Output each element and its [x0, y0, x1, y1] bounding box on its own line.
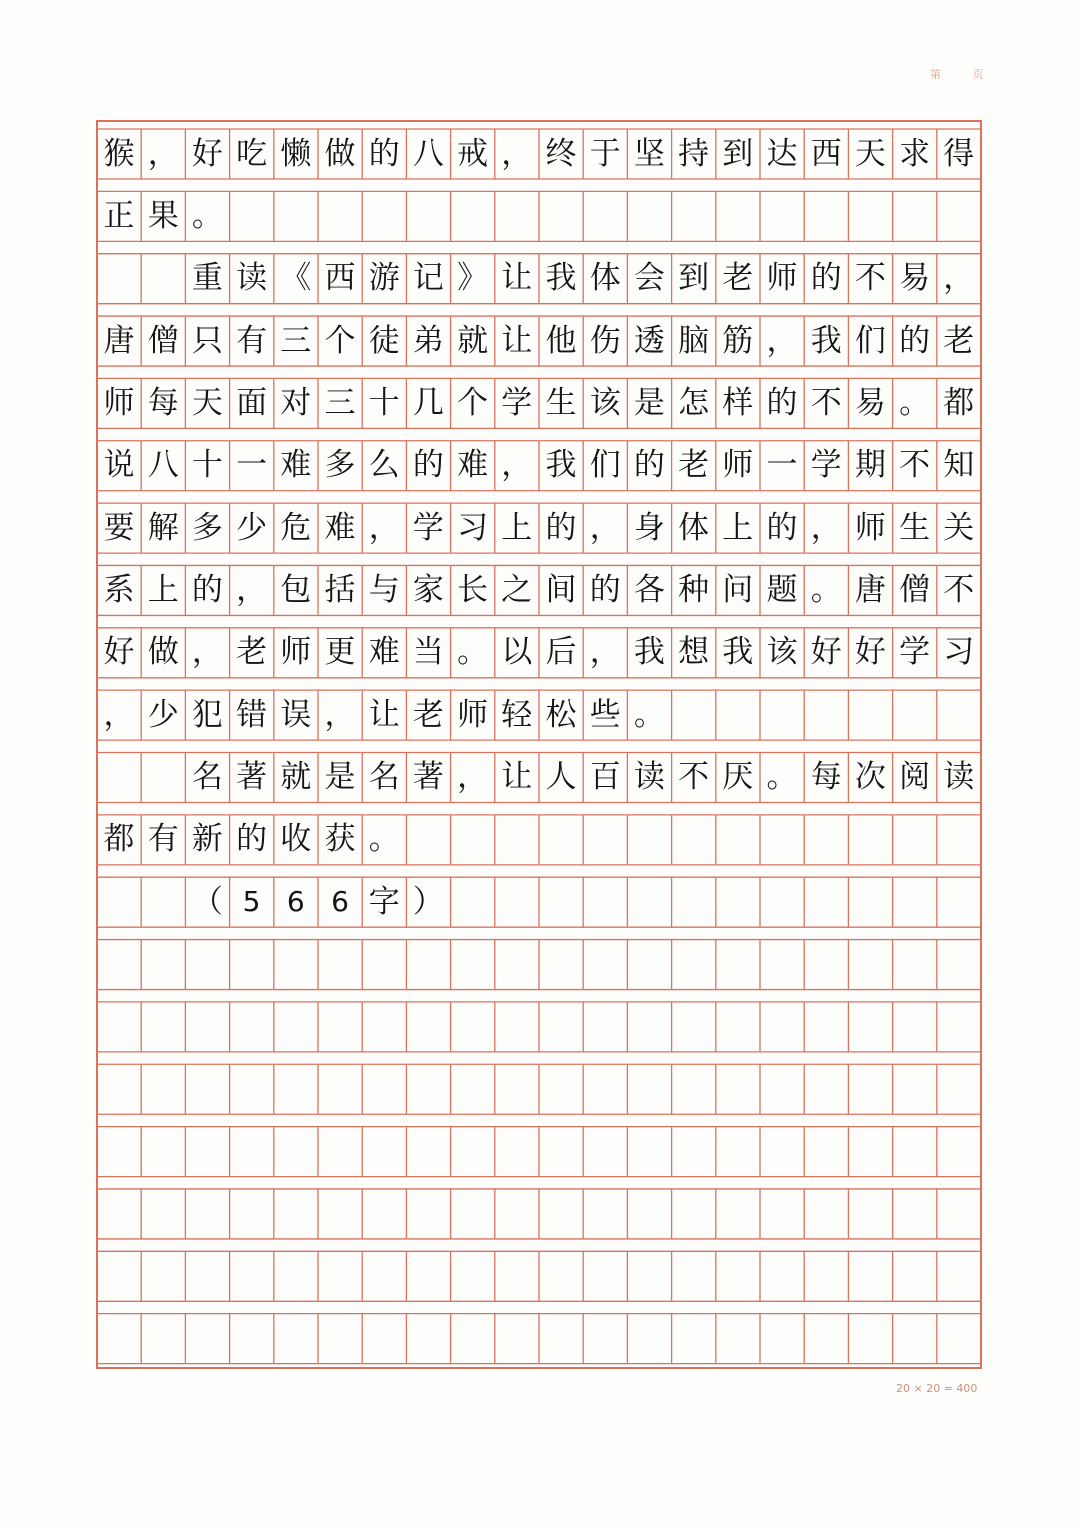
grid-character: 的 — [810, 260, 842, 297]
grid-character: 学 — [412, 509, 444, 546]
grid-character: 生 — [545, 384, 577, 421]
grid-character: 到 — [722, 135, 754, 172]
grid-character: 让 — [368, 696, 400, 733]
grid-character: 几 — [412, 384, 444, 421]
grid-character: 有 — [236, 322, 268, 359]
grid-character: 正 — [103, 197, 135, 234]
grid-character: 上 — [147, 571, 179, 608]
grid-character: 做 — [147, 634, 179, 671]
grid-character: 读 — [633, 759, 665, 795]
grid-character: 不 — [854, 260, 886, 297]
grid-character: 犯 — [191, 696, 223, 733]
grid-character: （ — [191, 883, 223, 920]
grid-character: 每 — [147, 384, 179, 421]
grid-character: 弟 — [412, 322, 444, 359]
grid-character — [141, 254, 185, 304]
grid-character: 每 — [810, 759, 842, 795]
grid-character: 怎 — [678, 384, 710, 421]
page-number-label: 第 页 — [930, 68, 998, 81]
grid-character: 师 — [722, 447, 754, 484]
grid-character: 种 — [678, 571, 710, 608]
grid-character: 们 — [589, 447, 621, 484]
grid-character: 习 — [943, 634, 975, 671]
grid-character: 么 — [368, 447, 400, 484]
grid-character: 的 — [545, 509, 577, 546]
grid-character: 坚 — [633, 135, 665, 172]
grid-character: 师 — [280, 634, 312, 671]
grid-character: 《 — [280, 260, 312, 297]
grid-character: 不 — [943, 571, 975, 608]
grid-character: 的 — [766, 384, 798, 421]
grid-character — [97, 877, 141, 927]
grid-character: 的 — [412, 447, 444, 484]
grid-character: 间 — [545, 571, 577, 608]
grid-character: 知 — [943, 447, 975, 484]
grid-character: 的 — [191, 571, 223, 608]
grid-character: 我 — [545, 447, 577, 484]
grid-character: 新 — [191, 821, 223, 858]
grid-character: ） — [412, 883, 444, 920]
grid-character: 伤 — [589, 322, 621, 359]
grid-character: 师 — [854, 509, 886, 546]
grid-character: 不 — [810, 384, 842, 421]
grid-character: 身 — [633, 509, 665, 546]
grid-character — [141, 877, 185, 927]
grid-character: 我 — [722, 634, 754, 671]
grid-character: 名 — [191, 759, 223, 795]
grid-character — [97, 753, 141, 803]
grid-character: 都 — [943, 384, 975, 421]
grid-character: 更 — [324, 634, 356, 671]
grid-character: 就 — [457, 322, 489, 359]
grid-character: 老 — [236, 634, 268, 671]
grid-character: ， — [457, 759, 489, 795]
grid-character: 戒 — [457, 135, 489, 172]
grid-character: ， — [501, 135, 533, 172]
grid-character: 果 — [147, 197, 179, 234]
grid-character: 八 — [412, 135, 444, 172]
grid-character: 。 — [810, 571, 842, 608]
grid-character: ， — [589, 634, 621, 671]
grid-character: 长 — [457, 571, 489, 608]
grid-character: 生 — [899, 509, 931, 546]
grid-character: 让 — [501, 759, 533, 795]
grid-character: 筋 — [722, 322, 754, 359]
grid-character: 好 — [854, 634, 886, 671]
grid-character: 各 — [633, 571, 665, 608]
grid-character: 危 — [280, 509, 312, 546]
grid-character: 的 — [368, 135, 400, 172]
grid-spec-label: 20 × 20 = 400 — [896, 1382, 978, 1395]
grid-character: 好 — [810, 634, 842, 671]
grid-character: 著 — [412, 759, 444, 795]
grid-character: 。 — [899, 384, 931, 421]
grid-character: 游 — [368, 260, 400, 297]
grid-character: 学 — [501, 384, 533, 421]
grid-character: 让 — [501, 260, 533, 297]
grid-character: 6 — [286, 885, 305, 919]
grid-character: 都 — [103, 821, 135, 858]
grid-character: 十 — [368, 384, 400, 421]
grid-character: 读 — [236, 260, 268, 297]
grid-character: ， — [589, 509, 621, 546]
grid-character: 不 — [678, 759, 710, 795]
grid-character: 以 — [501, 634, 533, 671]
grid-character: 只 — [191, 322, 223, 359]
grid-character: ， — [766, 322, 798, 359]
grid-character: 一 — [236, 447, 268, 484]
grid-character: 著 — [236, 759, 268, 795]
grid-character: 说 — [103, 447, 135, 484]
grid-character: 三 — [280, 322, 312, 359]
grid-character: 我 — [545, 260, 577, 297]
grid-character — [141, 753, 185, 803]
grid-character: 样 — [722, 384, 754, 421]
grid-character: ， — [810, 509, 842, 546]
grid-character: 后 — [545, 634, 577, 671]
grid-character: 要 — [103, 509, 135, 546]
grid-character: 括 — [324, 571, 356, 608]
grid-character: 厌 — [722, 759, 754, 795]
grid-character: 。 — [368, 821, 400, 858]
grid-character: 6 — [331, 885, 349, 919]
grid-character: 面 — [236, 384, 268, 421]
grid-character: 关 — [943, 509, 975, 546]
grid-character: 不 — [899, 447, 931, 484]
grid-character: 的 — [766, 509, 798, 546]
grid-character: ， — [368, 509, 400, 546]
grid-character: ， — [324, 696, 356, 733]
grid-character: 重 — [191, 260, 223, 297]
grid-character — [97, 254, 141, 304]
grid-character: 求 — [899, 135, 931, 172]
grid-character: 包 — [280, 571, 312, 608]
grid-character: 八 — [147, 447, 179, 484]
grid-character: 透 — [633, 322, 665, 359]
grid-character: 好 — [191, 135, 223, 172]
grid-character: 猴 — [103, 135, 135, 172]
grid-character: 系 — [103, 571, 135, 608]
grid-character: ， — [191, 634, 223, 671]
grid-character: 题 — [766, 571, 798, 608]
grid-character: 次 — [854, 759, 886, 795]
grid-character: 上 — [722, 509, 754, 546]
grid-character: 三 — [324, 384, 356, 421]
grid-character: 持 — [678, 135, 710, 172]
grid-character: 会 — [633, 260, 665, 297]
grid-character: 于 — [589, 135, 621, 172]
grid-character: ， — [501, 447, 533, 484]
grid-character: 多 — [324, 447, 356, 484]
grid-character: 习 — [457, 509, 489, 546]
grid-character: 当 — [412, 634, 444, 671]
grid-character: 难 — [324, 509, 356, 546]
grid-character: ， — [943, 260, 975, 297]
grid-character: 师 — [103, 384, 135, 421]
grid-character: 的 — [899, 322, 931, 359]
grid-character: 易 — [854, 384, 886, 421]
grid-character: 僧 — [147, 322, 179, 359]
grid-character: 老 — [678, 447, 710, 484]
grid-character: 西 — [810, 135, 842, 172]
grid-character: 些 — [589, 696, 621, 733]
grid-character: 我 — [633, 634, 665, 671]
grid-character: 僧 — [899, 571, 931, 608]
grid-character: 天 — [191, 384, 223, 421]
grid-character: 师 — [457, 696, 489, 733]
grid-character: 徒 — [368, 322, 400, 359]
grid-character: 个 — [324, 322, 356, 359]
grid-character: 错 — [236, 696, 268, 733]
grid-character: 师 — [766, 260, 798, 297]
grid-character: 老 — [412, 696, 444, 733]
grid-character: 得 — [943, 135, 975, 172]
grid-character: ， — [236, 571, 268, 608]
grid-character: 难 — [457, 447, 489, 484]
grid-character: 个 — [457, 384, 489, 421]
grid-character: 好 — [103, 634, 135, 671]
grid-character: 百 — [589, 759, 621, 795]
grid-character: 他 — [545, 322, 577, 359]
grid-character: 5 — [242, 885, 261, 919]
grid-character: 我 — [810, 322, 842, 359]
grid-character: ， — [103, 696, 135, 733]
grid-character: 脑 — [678, 322, 710, 359]
grid-character: 吃 — [236, 135, 268, 172]
grid-character: 想 — [678, 634, 710, 671]
grid-character: 获 — [324, 821, 356, 858]
grid-character: 让 — [501, 322, 533, 359]
grid-character: 学 — [899, 634, 931, 671]
grid-character: 多 — [191, 509, 223, 546]
grid-character: 易 — [899, 260, 931, 297]
grid-character: 体 — [589, 260, 621, 297]
grid-character: 少 — [147, 696, 179, 733]
grid-character: 该 — [766, 634, 798, 671]
grid-character: 是 — [633, 384, 665, 421]
grid-character: 西 — [324, 260, 356, 297]
grid-character: 名 — [368, 759, 400, 795]
grid-character: 期 — [854, 447, 886, 484]
grid-character: 难 — [280, 447, 312, 484]
grid-character: 老 — [943, 322, 975, 359]
grid-character: 收 — [280, 821, 312, 858]
grid-character: 们 — [854, 322, 886, 359]
grid-character: 是 — [324, 759, 356, 795]
grid-character: 上 — [501, 509, 533, 546]
grid-character: 终 — [545, 135, 577, 172]
grid-character: 记 — [412, 260, 444, 297]
grid-character: 唐 — [103, 322, 135, 359]
grid-character: 》 — [457, 260, 489, 297]
grid-character: 学 — [810, 447, 842, 484]
grid-character: 该 — [589, 384, 621, 421]
grid-character: 十 — [191, 447, 223, 484]
grid-character: 阅 — [899, 759, 931, 795]
grid-character: 之 — [501, 571, 533, 608]
grid-character: 误 — [280, 696, 312, 733]
grid-character: 体 — [678, 509, 710, 546]
grid-character: 达 — [766, 135, 798, 172]
grid-character: 家 — [412, 571, 444, 608]
grid-character: 难 — [368, 634, 400, 671]
grid-character: 。 — [766, 759, 798, 795]
grid-character: 就 — [280, 759, 312, 795]
grid-character: 与 — [368, 571, 400, 608]
grid-character: 的 — [633, 447, 665, 484]
grid-character: ， — [147, 135, 179, 172]
grid-character: 少 — [236, 509, 268, 546]
grid-character: 解 — [147, 509, 179, 546]
grid-character: 。 — [191, 197, 223, 234]
grid-character: 读 — [943, 759, 975, 795]
grid-character: 一 — [766, 447, 798, 484]
grid-character: 松 — [545, 696, 577, 733]
grid-character: 懒 — [280, 135, 312, 172]
grid-character: 的 — [236, 821, 268, 858]
grid-character: 天 — [854, 135, 886, 172]
grid-character: 字 — [368, 883, 400, 920]
grid-character: 的 — [589, 571, 621, 608]
grid-character: 老 — [722, 260, 754, 297]
grid-character: 问 — [722, 571, 754, 608]
grid-character: 。 — [633, 696, 665, 733]
grid-character: 唐 — [854, 571, 886, 608]
grid-character: 。 — [457, 634, 489, 671]
grid-character: 到 — [678, 260, 710, 297]
grid-character: 对 — [280, 384, 312, 421]
grid-character: 有 — [147, 821, 179, 858]
grid-character: 人 — [545, 759, 577, 795]
grid-character: 做 — [324, 135, 356, 172]
grid-character: 轻 — [501, 696, 533, 733]
